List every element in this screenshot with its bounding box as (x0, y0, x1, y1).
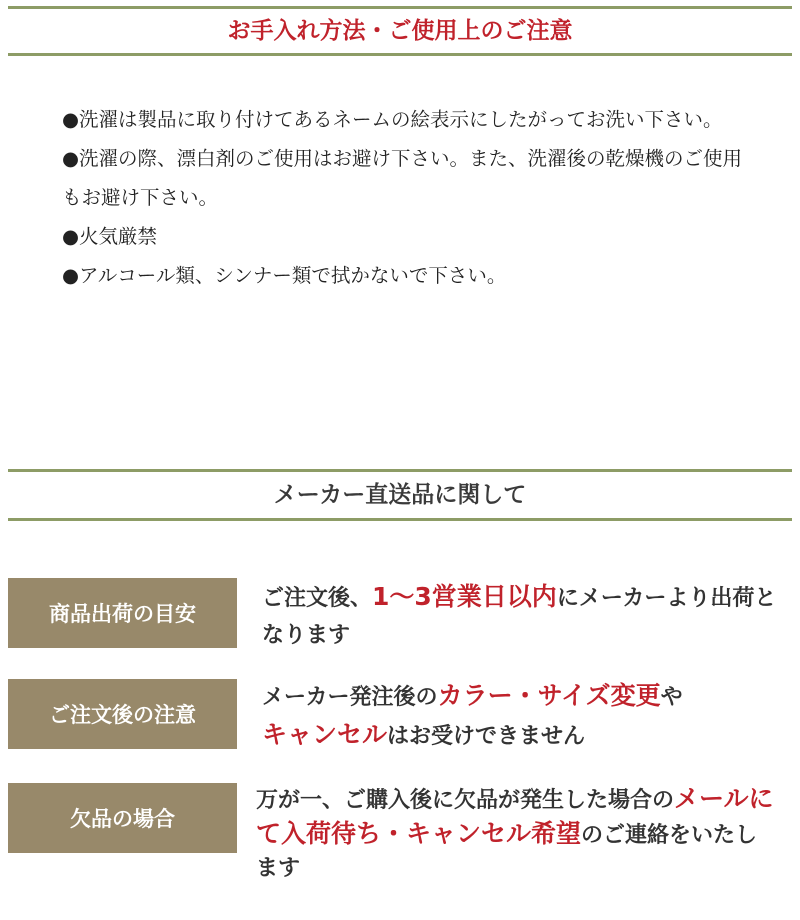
out-of-stock-before: 万が一、ご購入後に欠品が発生した場合の (256, 788, 675, 813)
order-caution-middle: や (660, 685, 683, 710)
out-of-stock-text (256, 782, 776, 885)
order-caution-label: ご注文後の注意 (8, 679, 237, 749)
shipping-estimate-before: ご注文後、 (262, 586, 373, 611)
top-rule (8, 6, 792, 9)
order-caution-after: はお受けできません (387, 724, 586, 749)
order-caution-highlight: カラー・サイズ変更 (437, 681, 661, 710)
out-of-stock-after: のご連絡をいたします (256, 823, 758, 881)
care-note-bleach-dryer: ●洗濯の際、漂白剤のご使用はお避け下さい。また、洗濯後の乾燥機のご使用もお避け下さい。 (62, 147, 743, 209)
care-note-washing: ●洗濯は製品に取り付けてあるネームの絵表示にしたがってお洗い下さい。 (62, 108, 723, 131)
shipping-estimate-label: 商品出荷の目安 (8, 578, 237, 648)
order-caution-before: メーカー発注後の (262, 685, 438, 710)
shipping-title-underline (8, 518, 792, 521)
shipping-section-title: メーカー直送品に関して (273, 482, 527, 508)
order-caution-highlight-2: キャンセル (262, 720, 388, 749)
shipping-estimate-after: にメーカーより出荷となります (262, 586, 777, 648)
care-note-fire: ●火気厳禁 (62, 225, 158, 248)
care-note-alcohol: ●アルコール類、シンナー類で拭かないで下さい。 (62, 264, 507, 287)
care-title-underline (8, 53, 792, 56)
out-of-stock-label: 欠品の場合 (8, 783, 237, 853)
care-section-title: お手入れ方法・ご使用上のご注意 (227, 18, 573, 44)
out-of-stock-highlight: メールにて入荷待ち・キャンセル希望 (256, 784, 774, 848)
shipping-top-rule (8, 469, 792, 472)
shipping-estimate-highlight: 1〜3営業日以内 (372, 582, 557, 611)
order-caution-text (262, 677, 782, 755)
shipping-estimate-text (262, 578, 782, 654)
care-notes-list (62, 100, 752, 295)
